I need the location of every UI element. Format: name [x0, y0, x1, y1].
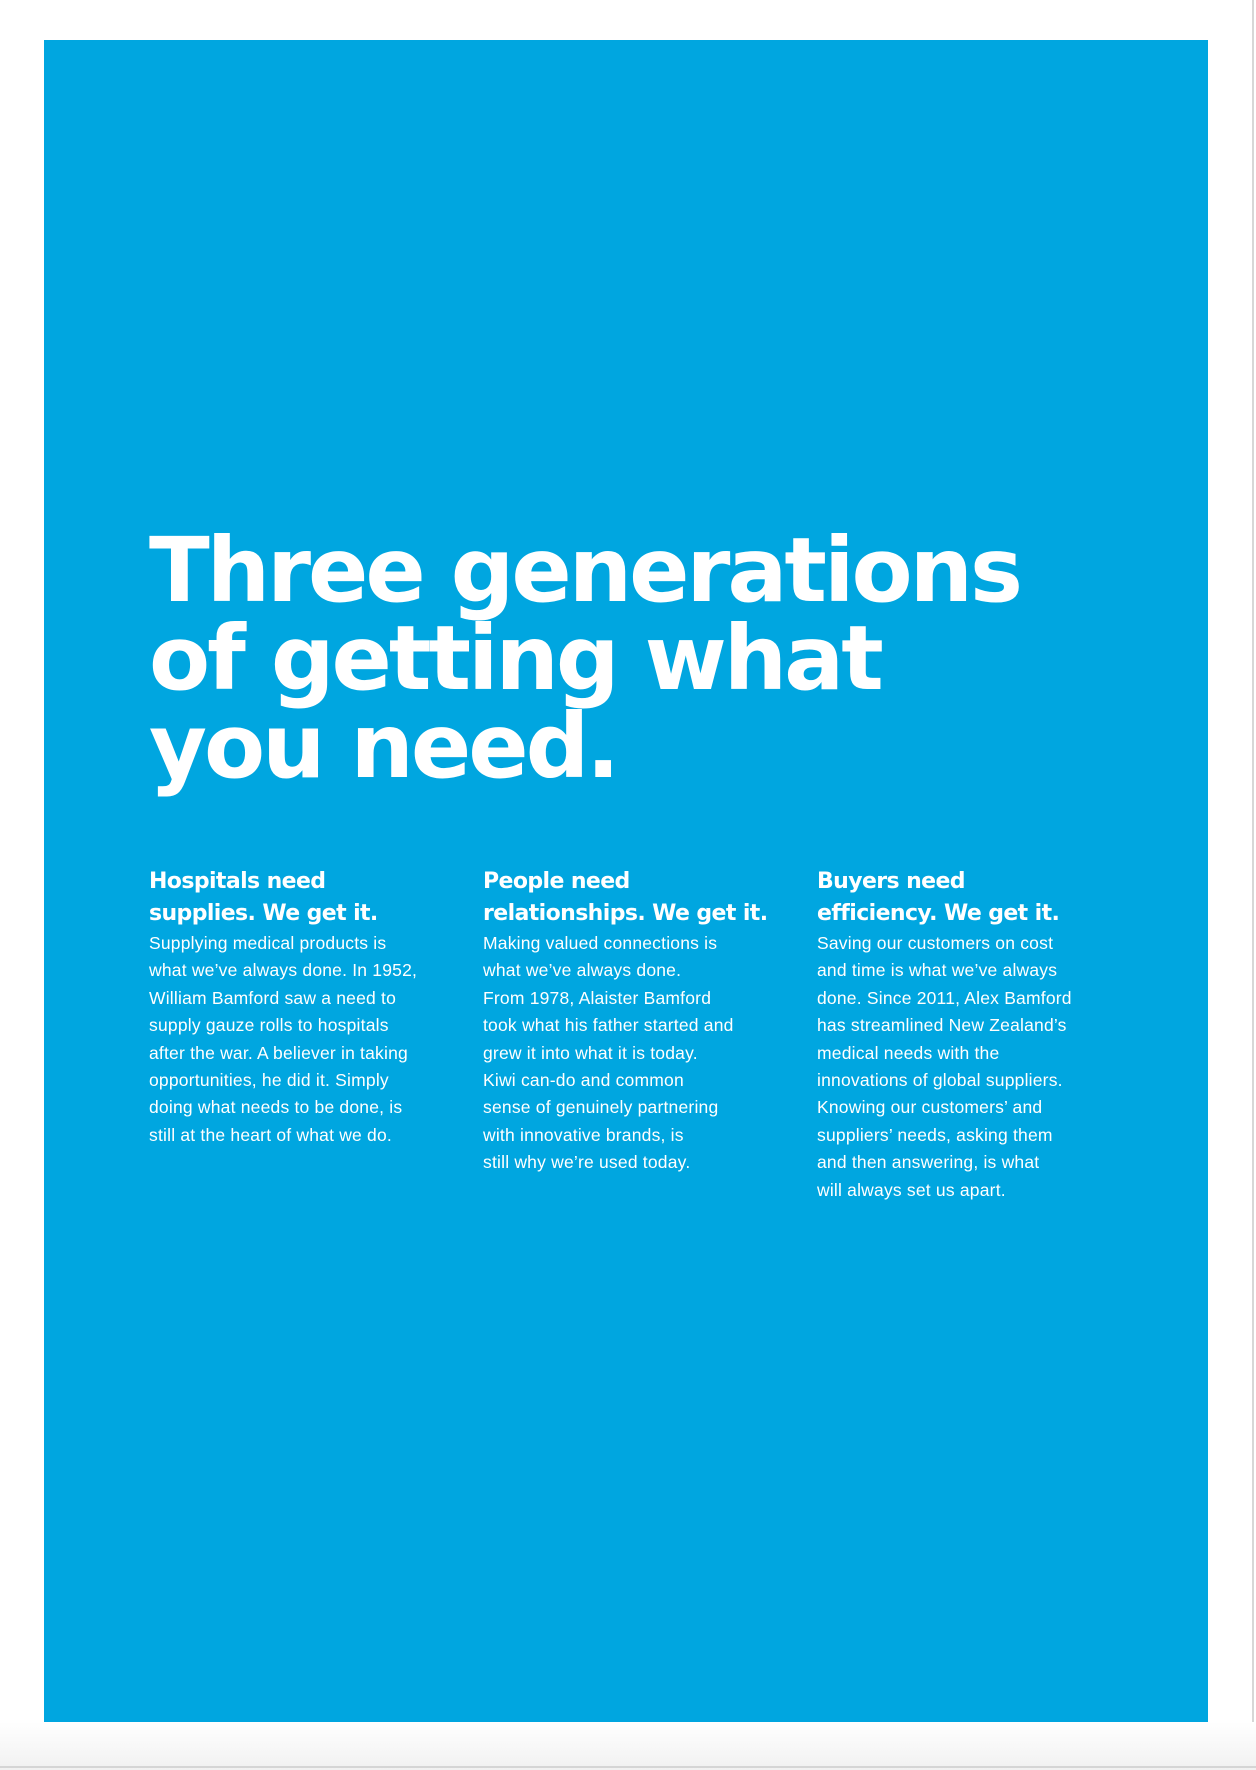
body-line: will always set us apart. — [817, 1179, 1006, 1200]
heading-line: Hospitals need — [149, 869, 326, 894]
body-line: medical needs with the — [817, 1042, 1000, 1063]
body-line: done. Since 2011, Alex Bamford — [817, 987, 1072, 1008]
body-line: what we’ve always done. — [483, 960, 682, 981]
heading-line: People need — [483, 869, 630, 894]
body-line: doing what needs to be done, is — [149, 1097, 403, 1118]
headline-line: of getting what — [149, 606, 881, 710]
column-body — [817, 930, 1127, 1204]
body-line: still at the heart of what we do. — [149, 1124, 392, 1145]
heading-line: relationships. We get it. — [483, 901, 768, 926]
column-body — [149, 930, 459, 1149]
heading-line: supplies. We get it. — [149, 901, 378, 926]
body-line: Saving our customers on cost — [817, 933, 1054, 953]
column-people — [483, 866, 793, 1177]
body-line: still why we’re used today. — [483, 1152, 691, 1173]
viewer-bottom-border — [0, 1766, 1256, 1768]
body-line: Knowing our customers’ and — [817, 1097, 1043, 1118]
body-line: grew it into what it is today. — [483, 1042, 698, 1063]
body-line: From 1978, Alaister Bamford — [483, 987, 712, 1008]
body-line: what we’ve always done. In 1952, — [149, 960, 418, 981]
headline-line: Three generations — [149, 518, 1020, 622]
body-line: sense of genuinely partnering — [483, 1097, 719, 1118]
column-buyers — [817, 866, 1127, 1204]
body-line: and time is what we’ve always — [817, 960, 1058, 981]
body-line: Kiwi can-do and common — [483, 1070, 684, 1091]
viewer-bottom-margin — [0, 1722, 1256, 1770]
body-line: and then answering, is what — [817, 1152, 1040, 1173]
viewer-scrollbar-edge — [1252, 0, 1254, 1770]
body-line: innovations of global suppliers. — [817, 1070, 1063, 1091]
column-hospitals — [149, 866, 459, 1149]
headline-line: you need. — [149, 694, 618, 798]
body-line: Supplying medical products is — [149, 933, 387, 953]
body-line: opportunities, he did it. Simply — [149, 1070, 389, 1091]
column-heading — [149, 866, 459, 930]
body-line: suppliers’ needs, asking them — [817, 1124, 1053, 1145]
heading-line: efficiency. We get it. — [817, 901, 1060, 926]
body-line: supply gauze rolls to hospitals — [149, 1015, 389, 1036]
body-line: with innovative brands, is — [483, 1124, 684, 1145]
heading-line: Buyers need — [817, 869, 965, 894]
body-line: William Bamford saw a need to — [149, 987, 397, 1008]
column-heading — [817, 866, 1127, 930]
column-body — [483, 930, 793, 1177]
column-heading — [483, 866, 793, 930]
body-line: has streamlined New Zealand’s — [817, 1015, 1067, 1036]
body-line: after the war. A believer in taking — [149, 1042, 408, 1063]
page-headline — [149, 518, 1149, 798]
body-line: Making valued connections is — [483, 933, 718, 953]
document-page — [44, 40, 1208, 1722]
body-line: took what his father started and — [483, 1015, 734, 1036]
